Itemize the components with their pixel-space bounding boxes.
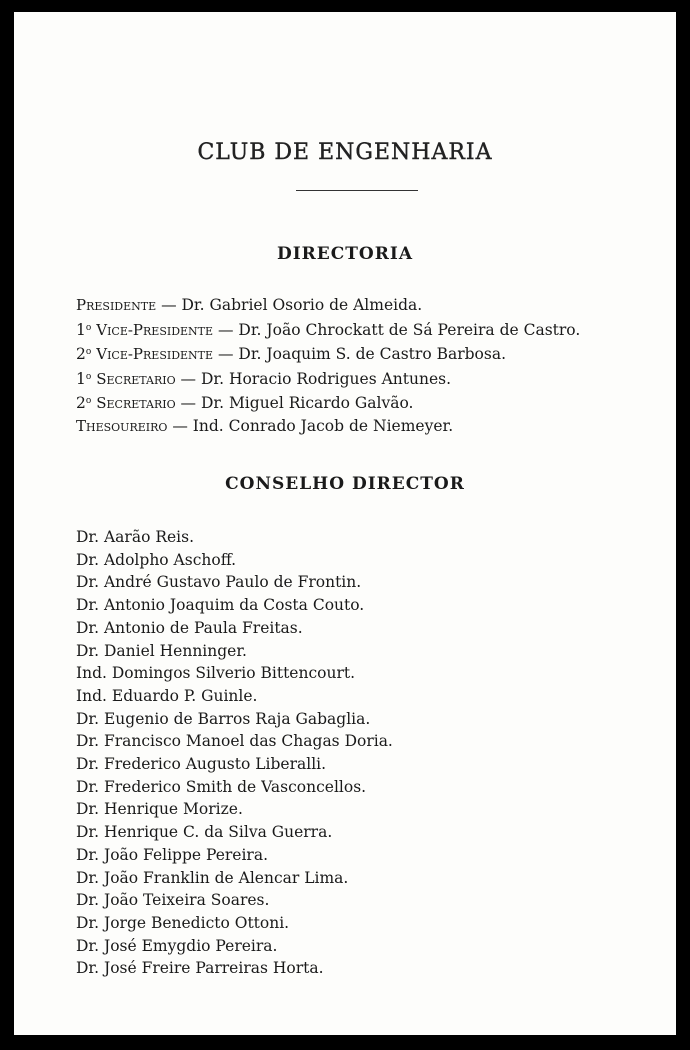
officer-name: Dr. João Chrockatt de Sá Pereira de Castro. xyxy=(238,320,581,339)
member-name: Dr. Henrique Morize. xyxy=(76,800,243,819)
officer-separator: — xyxy=(175,394,201,413)
member-name: Ind. Eduardo P. Guinle. xyxy=(76,686,258,705)
directoria-heading: DIRECTORIA xyxy=(276,244,414,264)
member-name: Dr. Antonio de Paula Freitas. xyxy=(76,618,303,637)
member-name: Dr. João Franklin de Alencar Lima. xyxy=(76,868,349,887)
conselho-heading: CONSELHO DIRECTOR xyxy=(225,474,465,494)
officer-office: Thesoureiro xyxy=(76,416,168,435)
officer-entry xyxy=(76,415,676,438)
officer-name: Dr. Horacio Rodrigues Antunes. xyxy=(200,369,452,388)
officer-ordinal: 1$^o$ xyxy=(76,369,92,388)
member-name: Dr. André Gustavo Paulo de Frontin. xyxy=(76,573,362,592)
officer-separator: — xyxy=(213,345,239,364)
officer-entry xyxy=(76,294,676,317)
member-name: Ind. Domingos Silverio Bittencourt. xyxy=(76,664,356,683)
officer-entry xyxy=(76,341,676,366)
officer-entry xyxy=(76,366,676,391)
officer-ordinal: 1$^o$ xyxy=(76,320,92,339)
officer-ordinal: 2$^o$ xyxy=(76,394,92,413)
officer-name: Dr. Joaquim S. de Castro Barbosa. xyxy=(238,345,506,364)
officer-ordinal: 2$^o$ xyxy=(76,345,92,364)
member-name: Dr. Henrique C. da Silva Guerra. xyxy=(76,823,333,842)
member-name: Dr. José Freire Parreiras Horta. xyxy=(76,959,324,978)
page-title: CLUB DE ENGENHARIA xyxy=(197,140,493,165)
officer-name: Ind. Conrado Jacob de Niemeyer. xyxy=(192,416,454,435)
member-name: Dr. Daniel Henninger. xyxy=(76,641,247,660)
member-name: Dr. João Felippe Pereira. xyxy=(76,845,268,864)
member-name: Dr. Jorge Benedicto Ottoni. xyxy=(76,913,290,932)
title-divider xyxy=(296,190,418,191)
member-name: Dr. José Emygdio Pereira. xyxy=(76,936,278,955)
member-name: Dr. Frederico Augusto Liberalli. xyxy=(76,755,327,774)
member-name: Dr. Eugenio de Barros Raja Gabaglia. xyxy=(76,709,371,728)
members-list xyxy=(76,526,656,980)
officer-separator: — xyxy=(156,296,182,314)
document-page xyxy=(14,12,676,1035)
officer-entry xyxy=(76,390,676,415)
member-name: Dr. Frederico Smith de Vasconcellos. xyxy=(76,777,367,796)
officer-name: Dr. Miguel Ricardo Galvão. xyxy=(200,394,414,413)
officers-list xyxy=(76,294,676,438)
officer-name: Dr. Gabriel Osorio de Almeida. xyxy=(181,296,423,314)
member-name: Dr. Francisco Manoel das Chagas Doria. xyxy=(76,732,393,751)
officer-office: Secretario xyxy=(96,394,176,413)
officer-separator: — xyxy=(213,320,239,339)
officer-office: Vice-Presidente xyxy=(96,345,214,364)
officer-office: Secretario xyxy=(96,369,176,388)
member-name: Dr. Antonio Joaquim da Costa Couto. xyxy=(76,596,365,615)
member-name: Dr. Adolpho Aschoff. xyxy=(76,550,237,569)
officer-separator: — xyxy=(167,416,193,435)
member-name: Dr. Aarão Reis. xyxy=(76,528,195,546)
officer-office: Presidente xyxy=(76,296,157,314)
officer-entry xyxy=(76,317,676,342)
member-name: Dr. João Teixeira Soares. xyxy=(76,891,270,910)
officer-separator: — xyxy=(175,369,201,388)
officer-office: Vice-Presidente xyxy=(96,320,214,339)
